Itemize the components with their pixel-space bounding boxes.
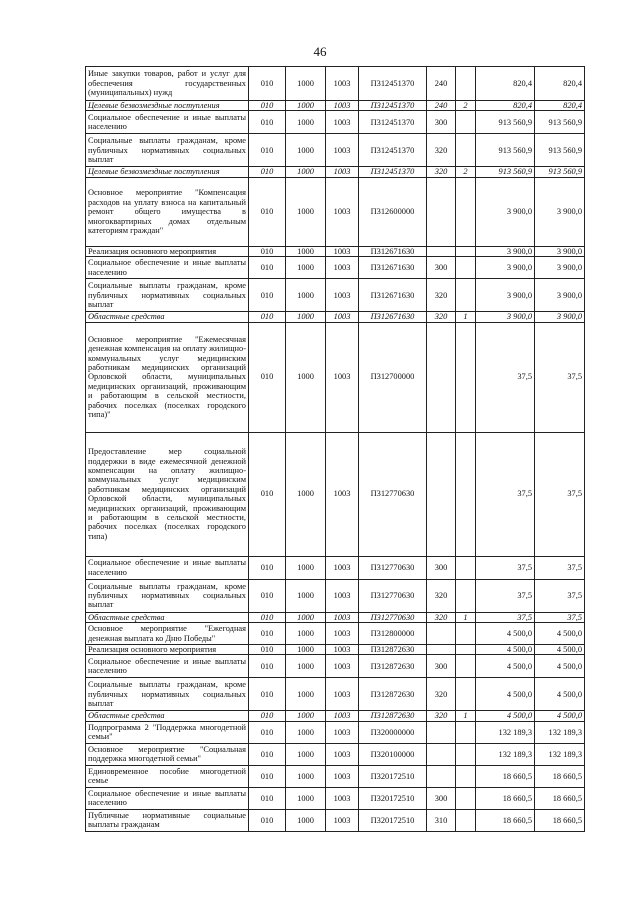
row-name-cell: Основное мероприятие "Социальная поддержка многодетной семьи": [86, 743, 249, 765]
amount-cell: 4 500,0: [476, 623, 535, 645]
amount-cell: 820,4: [476, 67, 535, 101]
amount-cell: 18 660,5: [476, 787, 535, 809]
table-row: [86, 101, 585, 111]
section-code-cell: 1000: [286, 312, 326, 322]
table-row: [86, 711, 585, 721]
expense-type-cell: 300: [427, 787, 456, 809]
expense-type-cell: [427, 177, 456, 246]
subsection-code-cell: 1003: [326, 246, 359, 256]
expense-type-cell: [427, 623, 456, 645]
amount-cell: 820,4: [535, 67, 585, 101]
amount-cell: 4 500,0: [476, 645, 535, 655]
section-code-cell: 1000: [286, 111, 326, 134]
target-article-cell: П312700000: [359, 322, 427, 432]
target-article-cell: П312671630: [359, 257, 427, 279]
amount-cell: 132 189,3: [476, 743, 535, 765]
source-indicator-cell: [456, 809, 476, 831]
amount-cell: 3 900,0: [476, 257, 535, 279]
source-indicator-cell: [456, 579, 476, 612]
table-row: [86, 645, 585, 655]
expense-type-cell: 240: [427, 67, 456, 101]
subsection-code-cell: 1003: [326, 787, 359, 809]
admin-code-cell: 010: [249, 678, 286, 711]
amount-cell: 18 660,5: [476, 809, 535, 831]
section-code-cell: 1000: [286, 655, 326, 678]
admin-code-cell: 010: [249, 645, 286, 655]
source-indicator-cell: [456, 257, 476, 279]
target-article-cell: П320172510: [359, 809, 427, 831]
section-code-cell: 1000: [286, 721, 326, 743]
target-article-cell: П312600000: [359, 177, 427, 246]
table-row: [86, 743, 585, 765]
admin-code-cell: 010: [249, 809, 286, 831]
subsection-code-cell: 1003: [326, 312, 359, 322]
admin-code-cell: 010: [249, 312, 286, 322]
amount-cell: 37,5: [476, 432, 535, 556]
target-article-cell: П312770630: [359, 556, 427, 579]
amount-cell: 4 500,0: [535, 678, 585, 711]
expense-type-cell: 320: [427, 134, 456, 167]
admin-code-cell: 010: [249, 743, 286, 765]
target-article-cell: П320000000: [359, 721, 427, 743]
amount-cell: 4 500,0: [476, 678, 535, 711]
row-name-cell: Социальные выплаты гражданам, кроме публичных нормативных социальных выплат: [86, 678, 249, 711]
amount-cell: 4 500,0: [535, 711, 585, 721]
target-article-cell: П312451370: [359, 167, 427, 177]
subsection-code-cell: 1003: [326, 432, 359, 556]
section-code-cell: 1000: [286, 101, 326, 111]
amount-cell: 37,5: [476, 612, 535, 622]
row-name-cell: Социальные выплаты гражданам, кроме публичных нормативных социальных выплат: [86, 279, 249, 312]
amount-cell: 18 660,5: [535, 765, 585, 787]
section-code-cell: 1000: [286, 134, 326, 167]
section-code-cell: 1000: [286, 556, 326, 579]
source-indicator-cell: [456, 743, 476, 765]
row-name-cell: Областные средства: [86, 711, 249, 721]
amount-cell: 4 500,0: [535, 645, 585, 655]
page-number: 46: [313, 44, 327, 59]
subsection-code-cell: 1003: [326, 655, 359, 678]
subsection-code-cell: 1003: [326, 322, 359, 432]
expense-type-cell: 320: [427, 678, 456, 711]
target-article-cell: П312872630: [359, 711, 427, 721]
admin-code-cell: 010: [249, 556, 286, 579]
admin-code-cell: 010: [249, 67, 286, 101]
subsection-code-cell: 1003: [326, 134, 359, 167]
section-code-cell: 1000: [286, 743, 326, 765]
expense-type-cell: [427, 432, 456, 556]
subsection-code-cell: 1003: [326, 167, 359, 177]
amount-cell: 4 500,0: [535, 655, 585, 678]
subsection-code-cell: 1003: [326, 279, 359, 312]
expense-type-cell: [427, 645, 456, 655]
table-row: [86, 67, 585, 101]
target-article-cell: П312671630: [359, 279, 427, 312]
source-indicator-cell: [456, 111, 476, 134]
admin-code-cell: 010: [249, 787, 286, 809]
target-article-cell: П312451370: [359, 101, 427, 111]
source-indicator-cell: [456, 246, 476, 256]
amount-cell: 913 560,9: [476, 134, 535, 167]
source-indicator-cell: [456, 432, 476, 556]
row-name-cell: Предоставление мер социальной поддержки в виде ежемесячной денежной компенсации на оплату жилищно-коммунальных услуг медицинским работникам медицинских организаций Орловской области, муниципальных медицинских организаций, проживающим и работающим в сельской местности, рабочих поселках (поселках городского типа): [86, 432, 249, 556]
subsection-code-cell: 1003: [326, 623, 359, 645]
expense-type-cell: [427, 721, 456, 743]
expense-type-cell: 320: [427, 312, 456, 322]
section-code-cell: 1000: [286, 579, 326, 612]
admin-code-cell: 010: [249, 167, 286, 177]
admin-code-cell: 010: [249, 322, 286, 432]
row-name-cell: Социальное обеспечение и иные выплаты населению: [86, 556, 249, 579]
table-row: [86, 177, 585, 246]
table-row: [86, 279, 585, 312]
amount-cell: 3 900,0: [476, 312, 535, 322]
row-name-cell: Социальные выплаты гражданам, кроме публичных нормативных социальных выплат: [86, 134, 249, 167]
admin-code-cell: 010: [249, 134, 286, 167]
amount-cell: 3 900,0: [476, 246, 535, 256]
amount-cell: 37,5: [476, 322, 535, 432]
admin-code-cell: 010: [249, 111, 286, 134]
expense-type-cell: [427, 246, 456, 256]
amount-cell: 37,5: [535, 612, 585, 622]
admin-code-cell: 010: [249, 279, 286, 312]
target-article-cell: П320172510: [359, 765, 427, 787]
amount-cell: 3 900,0: [535, 257, 585, 279]
section-code-cell: 1000: [286, 787, 326, 809]
source-indicator-cell: [456, 279, 476, 312]
subsection-code-cell: 1003: [326, 111, 359, 134]
table-row: [86, 612, 585, 622]
table-row: [86, 111, 585, 134]
row-name-cell: Целевые безвозмездные поступления: [86, 167, 249, 177]
subsection-code-cell: 1003: [326, 678, 359, 711]
source-indicator-cell: [456, 765, 476, 787]
admin-code-cell: 010: [249, 257, 286, 279]
admin-code-cell: 010: [249, 246, 286, 256]
expense-type-cell: 320: [427, 612, 456, 622]
amount-cell: 3 900,0: [535, 279, 585, 312]
subsection-code-cell: 1003: [326, 579, 359, 612]
section-code-cell: 1000: [286, 279, 326, 312]
expense-type-cell: 300: [427, 655, 456, 678]
row-name-cell: Социальное обеспечение и иные выплаты населению: [86, 655, 249, 678]
amount-cell: 132 189,3: [535, 721, 585, 743]
row-name-cell: Областные средства: [86, 612, 249, 622]
amount-cell: 3 900,0: [476, 177, 535, 246]
source-indicator-cell: [456, 177, 476, 246]
section-code-cell: 1000: [286, 322, 326, 432]
source-indicator-cell: [456, 678, 476, 711]
expense-type-cell: 240: [427, 101, 456, 111]
subsection-code-cell: 1003: [326, 612, 359, 622]
admin-code-cell: 010: [249, 432, 286, 556]
amount-cell: 913 560,9: [535, 111, 585, 134]
amount-cell: 3 900,0: [535, 177, 585, 246]
row-name-cell: Иные закупки товаров, работ и услуг для обеспечения государственных (муниципальных) нужд: [86, 67, 249, 101]
expense-type-cell: [427, 743, 456, 765]
target-article-cell: П312671630: [359, 246, 427, 256]
table-row: [86, 134, 585, 167]
section-code-cell: 1000: [286, 623, 326, 645]
subsection-code-cell: 1003: [326, 743, 359, 765]
amount-cell: 4 500,0: [476, 711, 535, 721]
expense-type-cell: [427, 765, 456, 787]
source-indicator-cell: 2: [456, 101, 476, 111]
expense-type-cell: 300: [427, 111, 456, 134]
amount-cell: 3 900,0: [535, 246, 585, 256]
section-code-cell: 1000: [286, 257, 326, 279]
amount-cell: 3 900,0: [535, 312, 585, 322]
row-name-cell: Подпрограмма 2 "Поддержка многодетной семьи": [86, 721, 249, 743]
target-article-cell: П312872630: [359, 645, 427, 655]
expense-type-cell: 310: [427, 809, 456, 831]
target-article-cell: П312800000: [359, 623, 427, 645]
amount-cell: 18 660,5: [535, 787, 585, 809]
target-article-cell: П320100000: [359, 743, 427, 765]
table-row: [86, 167, 585, 177]
amount-cell: 18 660,5: [476, 765, 535, 787]
source-indicator-cell: [456, 556, 476, 579]
amount-cell: 913 560,9: [535, 134, 585, 167]
section-code-cell: 1000: [286, 177, 326, 246]
admin-code-cell: 010: [249, 612, 286, 622]
table-row: [86, 312, 585, 322]
subsection-code-cell: 1003: [326, 721, 359, 743]
expense-type-cell: [427, 322, 456, 432]
target-article-cell: П312451370: [359, 111, 427, 134]
row-name-cell: Социальное обеспечение и иные выплаты населению: [86, 787, 249, 809]
amount-cell: 37,5: [535, 322, 585, 432]
row-name-cell: Социальное обеспечение и иные выплаты населению: [86, 257, 249, 279]
target-article-cell: П312451370: [359, 67, 427, 101]
row-name-cell: Основное мероприятие "Компенсация расходов на уплату взноса на капитальный ремонт общего имущества в многоквартирных домах отдельным категориям граждан": [86, 177, 249, 246]
admin-code-cell: 010: [249, 711, 286, 721]
admin-code-cell: 010: [249, 721, 286, 743]
row-name-cell: Областные средства: [86, 312, 249, 322]
row-name-cell: Реализация основного мероприятия: [86, 645, 249, 655]
expense-type-cell: 320: [427, 711, 456, 721]
table-row: [86, 787, 585, 809]
admin-code-cell: 010: [249, 579, 286, 612]
target-article-cell: П312770630: [359, 432, 427, 556]
subsection-code-cell: 1003: [326, 556, 359, 579]
row-name-cell: Основное мероприятие "Ежемесячная денежная компенсация на оплату жилищно-коммунальных услуг медицинским работникам медицинских организаций Орловской области, муниципальных медицинских организаций, проживающим и работающим в сельской местности, рабочих поселках (поселках городского типа)": [86, 322, 249, 432]
section-code-cell: 1000: [286, 246, 326, 256]
expense-type-cell: 300: [427, 556, 456, 579]
row-name-cell: Единовременное пособие многодетной семье: [86, 765, 249, 787]
table-row: [86, 721, 585, 743]
target-article-cell: П312451370: [359, 134, 427, 167]
amount-cell: 820,4: [476, 101, 535, 111]
admin-code-cell: 010: [249, 623, 286, 645]
subsection-code-cell: 1003: [326, 711, 359, 721]
amount-cell: 4 500,0: [535, 623, 585, 645]
expense-type-cell: 300: [427, 257, 456, 279]
amount-cell: 37,5: [535, 432, 585, 556]
admin-code-cell: 010: [249, 655, 286, 678]
section-code-cell: 1000: [286, 167, 326, 177]
subsection-code-cell: 1003: [326, 67, 359, 101]
source-indicator-cell: 1: [456, 312, 476, 322]
source-indicator-cell: [456, 623, 476, 645]
admin-code-cell: 010: [249, 765, 286, 787]
target-article-cell: П312671630: [359, 312, 427, 322]
admin-code-cell: 010: [249, 101, 286, 111]
section-code-cell: 1000: [286, 765, 326, 787]
amount-cell: 37,5: [535, 579, 585, 612]
subsection-code-cell: 1003: [326, 765, 359, 787]
table-row: [86, 556, 585, 579]
expense-type-cell: 320: [427, 579, 456, 612]
table-row: [86, 655, 585, 678]
row-name-cell: Основное мероприятие "Ежегодная денежная выплата ко Дню Победы": [86, 623, 249, 645]
table-row: [86, 579, 585, 612]
row-name-cell: Реализация основного мероприятия: [86, 246, 249, 256]
section-code-cell: 1000: [286, 809, 326, 831]
expense-type-cell: 320: [427, 279, 456, 312]
amount-cell: 37,5: [535, 556, 585, 579]
row-name-cell: Социальные выплаты гражданам, кроме публичных нормативных социальных выплат: [86, 579, 249, 612]
table-row: [86, 322, 585, 432]
table-row: [86, 678, 585, 711]
table-row: [86, 246, 585, 256]
amount-cell: 913 560,9: [476, 167, 535, 177]
budget-table: [85, 66, 585, 832]
expense-type-cell: 320: [427, 167, 456, 177]
amount-cell: 37,5: [476, 556, 535, 579]
source-indicator-cell: [456, 655, 476, 678]
section-code-cell: 1000: [286, 432, 326, 556]
section-code-cell: 1000: [286, 67, 326, 101]
source-indicator-cell: [456, 67, 476, 101]
amount-cell: 4 500,0: [476, 655, 535, 678]
amount-cell: 913 560,9: [476, 111, 535, 134]
target-article-cell: П320172510: [359, 787, 427, 809]
source-indicator-cell: 2: [456, 167, 476, 177]
table-row: [86, 432, 585, 556]
amount-cell: 37,5: [476, 579, 535, 612]
subsection-code-cell: 1003: [326, 645, 359, 655]
target-article-cell: П312872630: [359, 655, 427, 678]
target-article-cell: П312770630: [359, 612, 427, 622]
section-code-cell: 1000: [286, 711, 326, 721]
subsection-code-cell: 1003: [326, 177, 359, 246]
source-indicator-cell: [456, 322, 476, 432]
table-row: [86, 623, 585, 645]
amount-cell: 132 189,3: [535, 743, 585, 765]
section-code-cell: 1000: [286, 645, 326, 655]
source-indicator-cell: [456, 134, 476, 167]
amount-cell: 3 900,0: [476, 279, 535, 312]
admin-code-cell: 010: [249, 177, 286, 246]
source-indicator-cell: [456, 721, 476, 743]
row-name-cell: Социальное обеспечение и иные выплаты населению: [86, 111, 249, 134]
subsection-code-cell: 1003: [326, 257, 359, 279]
section-code-cell: 1000: [286, 678, 326, 711]
amount-cell: 132 189,3: [476, 721, 535, 743]
target-article-cell: П312872630: [359, 678, 427, 711]
section-code-cell: 1000: [286, 612, 326, 622]
subsection-code-cell: 1003: [326, 101, 359, 111]
table-row: [86, 809, 585, 831]
amount-cell: 913 560,9: [535, 167, 585, 177]
row-name-cell: Публичные нормативные социальные выплаты гражданам: [86, 809, 249, 831]
table-body: [86, 67, 585, 832]
table-row: [86, 257, 585, 279]
source-indicator-cell: 1: [456, 711, 476, 721]
row-name-cell: Целевые безвозмездные поступления: [86, 101, 249, 111]
subsection-code-cell: 1003: [326, 809, 359, 831]
source-indicator-cell: 1: [456, 612, 476, 622]
amount-cell: 18 660,5: [535, 809, 585, 831]
amount-cell: 820,4: [535, 101, 585, 111]
target-article-cell: П312770630: [359, 579, 427, 612]
source-indicator-cell: [456, 645, 476, 655]
source-indicator-cell: [456, 787, 476, 809]
table-row: [86, 765, 585, 787]
